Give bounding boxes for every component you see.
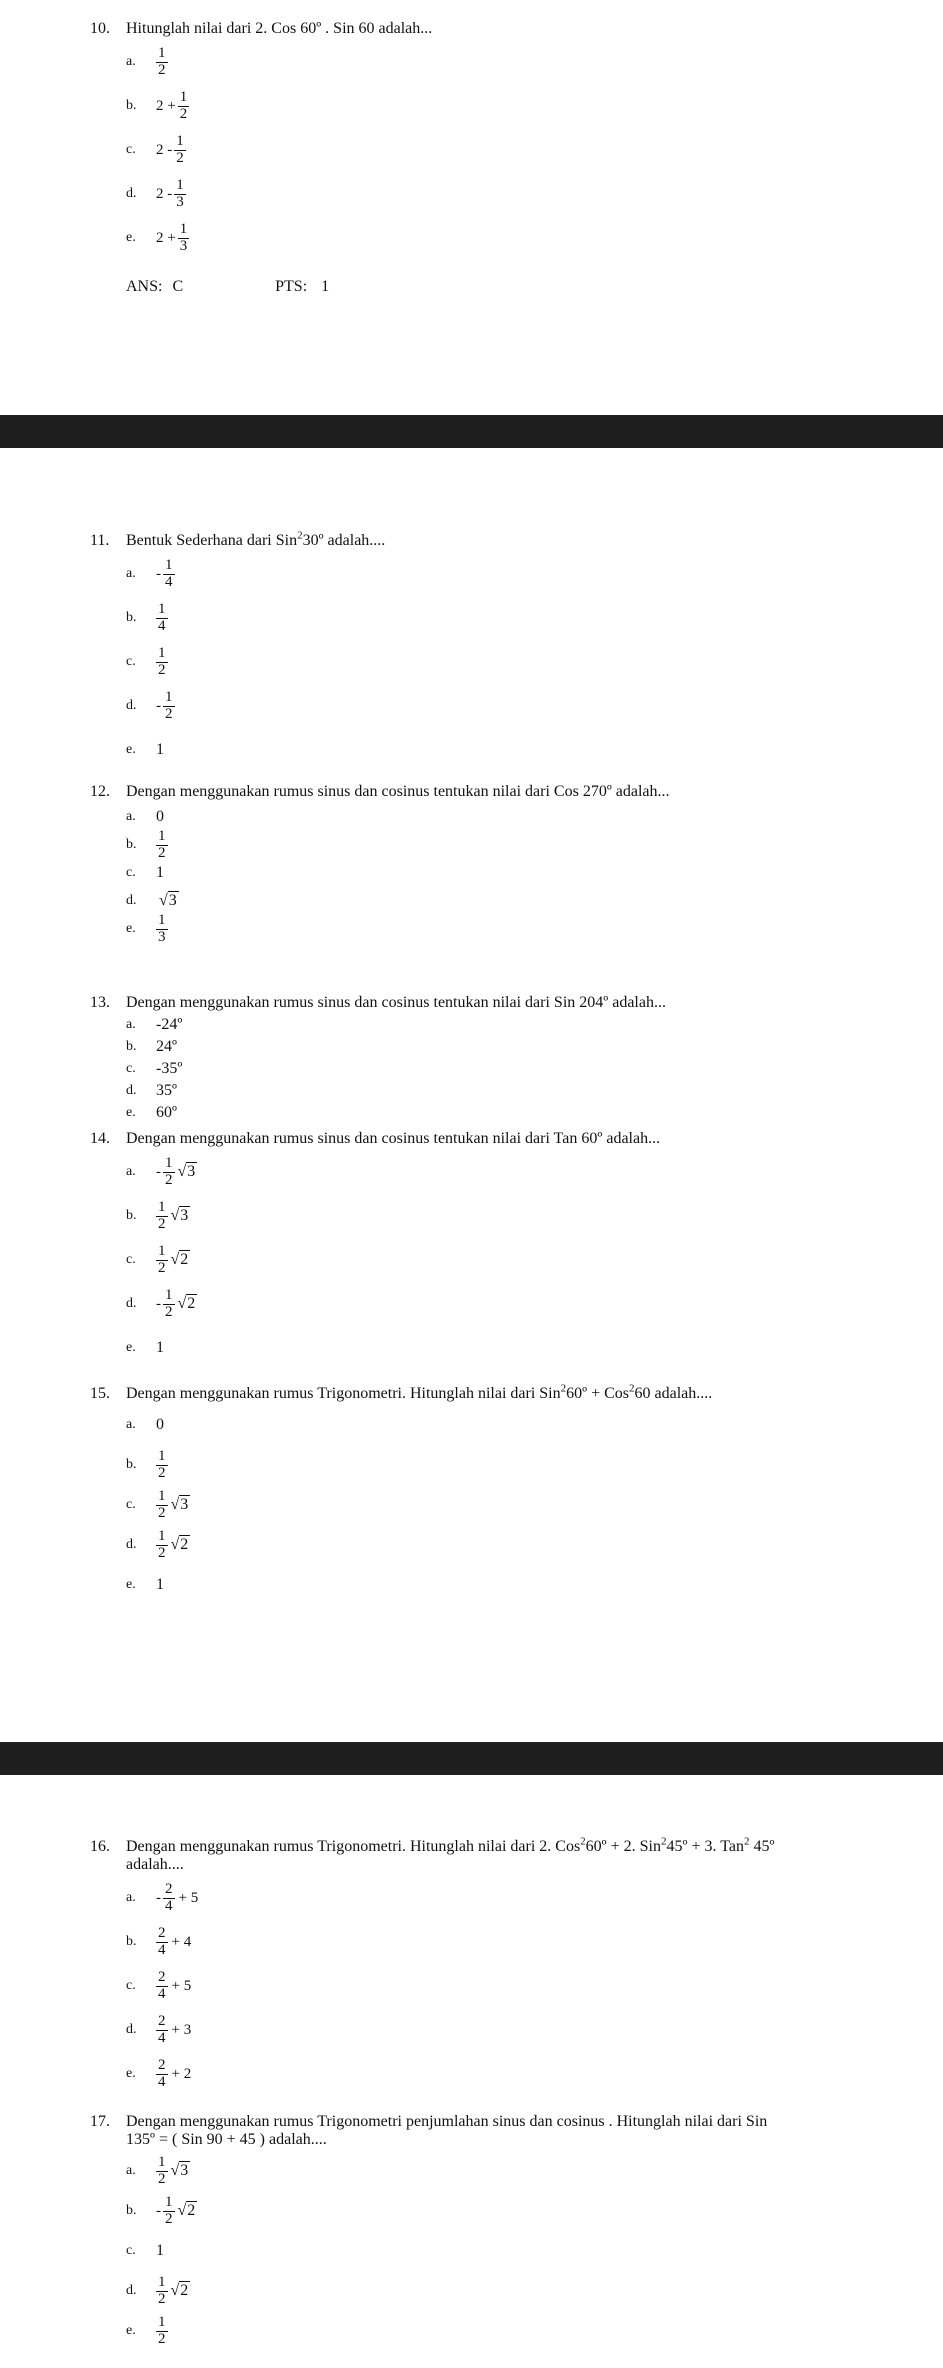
answer-option — [126, 1282, 903, 1326]
sqrt-symbol-icon: √ — [170, 2162, 180, 2179]
answer-option — [126, 1238, 903, 1282]
answer-option — [126, 1876, 903, 1920]
fraction — [156, 2058, 168, 2091]
fraction-numerator: 1 — [165, 1286, 173, 1303]
option-label: d. — [126, 1537, 137, 1553]
option-label: e. — [126, 1340, 136, 1355]
option-label: c. — [126, 142, 136, 157]
ans-value: C — [172, 278, 184, 295]
option-label: c. — [126, 1497, 136, 1513]
question-text: Dengan menggunakan rumus Trigonometri penjumlahan sinus dan cosinus . Hitunglah nilai dari Sin — [126, 2113, 768, 2130]
option-label: c. — [126, 654, 136, 670]
question-number: 13. — [90, 994, 110, 1011]
option-label: b. — [126, 98, 137, 113]
fraction-denominator: 2 — [158, 844, 166, 861]
answer-option — [126, 552, 903, 596]
option-label: e. — [126, 742, 136, 758]
fraction-denominator: 2 — [158, 2290, 166, 2307]
option-label: a. — [126, 809, 136, 824]
fraction-numerator: 1 — [165, 2193, 173, 2210]
radicand: 2 — [187, 2202, 196, 2219]
option-label: a. — [126, 566, 136, 582]
fraction-numerator: 1 — [158, 1528, 166, 1545]
options-list — [126, 2151, 903, 2351]
option-label: b. — [126, 610, 137, 626]
question-number: 17. — [90, 2113, 110, 2130]
option-prefix: 2 - — [156, 141, 173, 158]
question-text-part: 60 adalah.... — [634, 1385, 713, 1403]
sqrt-symbol-icon: √ — [170, 1251, 180, 1268]
fraction-denominator: 2 — [158, 1504, 166, 1521]
fraction — [163, 1882, 175, 1915]
radicand: 3 — [168, 892, 177, 909]
answer-option — [126, 1102, 903, 1124]
option-label: e. — [126, 230, 136, 245]
options-list — [126, 552, 903, 772]
question-17 — [90, 2113, 903, 2351]
answer-option — [126, 1150, 903, 1194]
answer-option — [126, 2052, 903, 2096]
sqrt-symbol-icon: √ — [170, 2282, 180, 2299]
question-text-part: Dengan menggunakan rumus Trigonometri. Hitunglah nilai dari 2. Cos — [126, 1838, 581, 1856]
options-list — [126, 1150, 903, 1370]
option-text: -35º — [156, 1060, 183, 1077]
fraction-numerator: 1 — [179, 88, 188, 105]
option-prefix: - — [156, 565, 161, 582]
question-10 — [90, 20, 903, 260]
answer-option — [126, 1920, 903, 1964]
fraction-numerator: 2 — [158, 1925, 166, 1942]
option-prefix: 2 + — [156, 97, 176, 114]
answer-option — [126, 859, 903, 887]
option-prefix: - — [156, 2202, 161, 2219]
fraction — [163, 1288, 175, 1321]
option-label: b. — [126, 2203, 137, 2218]
option-label: d. — [126, 2283, 137, 2298]
option-label: a. — [126, 54, 136, 69]
option-label: c. — [126, 1252, 136, 1267]
fraction-denominator: 2 — [158, 1215, 166, 1232]
options-list — [126, 1405, 903, 1605]
answer-option — [126, 216, 903, 260]
answer-option — [126, 1964, 903, 2008]
question-text — [126, 532, 385, 549]
fraction-numerator: 2 — [158, 1969, 166, 1986]
question-text-line2: 135º = ( Sin 90 + 45 ) adalah.... — [126, 2131, 327, 2148]
question-text: Dengan menggunakan rumus sinus dan cosinus tentukan nilai dari Sin 204º adalah... — [126, 994, 666, 1011]
superscript: 2 — [560, 1383, 567, 1395]
answer-option — [126, 2008, 903, 2052]
option-prefix: - — [156, 697, 161, 714]
fraction-numerator: 1 — [165, 1154, 173, 1171]
fraction-numerator: 1 — [165, 689, 173, 706]
fraction-denominator: 4 — [165, 573, 173, 590]
fraction-numerator: 1 — [158, 1242, 166, 1259]
option-text: -24º — [156, 1016, 183, 1033]
square-root — [178, 1163, 198, 1181]
answer-option — [126, 2151, 903, 2191]
fraction-denominator: 3 — [158, 928, 166, 945]
fraction — [156, 1529, 168, 1562]
fraction — [156, 646, 168, 679]
fraction-numerator: 1 — [158, 1488, 166, 1505]
question-text-part: Dengan menggunakan rumus Trigonometri. Hitunglah nilai dari Sin — [126, 1385, 561, 1403]
sqrt-symbol-icon: √ — [170, 1536, 180, 1554]
option-prefix: - — [156, 1163, 161, 1180]
sqrt-symbol-icon: √ — [159, 892, 168, 909]
page-separator — [0, 1742, 943, 1775]
option-label: b. — [126, 1457, 137, 1473]
answer-option — [126, 728, 903, 772]
option-prefix: 2 - — [156, 185, 173, 202]
fraction — [156, 1244, 168, 1277]
superscript: 2 — [629, 1383, 635, 1395]
fraction-denominator: 2 — [179, 105, 188, 122]
fraction — [163, 558, 175, 591]
fraction-numerator: 1 — [158, 1198, 166, 1215]
question-16 — [90, 1836, 903, 2096]
fraction-numerator: 1 — [176, 132, 184, 149]
fraction-denominator: 2 — [176, 149, 184, 166]
answer-key — [126, 278, 329, 296]
option-text: 35º — [156, 1082, 177, 1099]
option-label: b. — [126, 1208, 137, 1223]
option-label: d. — [126, 1296, 137, 1311]
fraction-numerator: 1 — [158, 827, 166, 844]
question-number: 16. — [90, 1838, 110, 1856]
fraction-numerator: 1 — [158, 2273, 166, 2290]
fraction-numerator: 1 — [158, 2313, 166, 2330]
fraction-denominator: 4 — [158, 1941, 166, 1958]
option-label: d. — [126, 893, 137, 908]
option-label: e. — [126, 1105, 136, 1120]
option-label: e. — [126, 1577, 136, 1593]
option-label: a. — [126, 1164, 136, 1179]
answer-option — [126, 1036, 903, 1058]
answer-option — [126, 596, 903, 640]
answer-option — [126, 887, 903, 915]
question-number: 11. — [90, 532, 110, 550]
option-text: 1 — [156, 2242, 164, 2259]
fraction — [156, 1449, 168, 1482]
answer-option — [126, 1525, 903, 1565]
answer-option — [126, 2271, 903, 2311]
square-root — [178, 1295, 198, 1313]
option-text: 24º — [156, 1038, 177, 1055]
answer-option — [126, 684, 903, 728]
question-11 — [90, 530, 903, 772]
option-label: a. — [126, 1890, 136, 1906]
fraction-numerator: 2 — [158, 2013, 166, 2030]
fraction — [163, 2195, 175, 2228]
option-label: c. — [126, 2243, 136, 2258]
fraction-numerator: 1 — [158, 601, 166, 618]
fraction-denominator: 2 — [158, 661, 166, 678]
square-root — [171, 1536, 191, 1554]
sqrt-symbol-icon: √ — [177, 1295, 187, 1312]
answer-option — [126, 2191, 903, 2231]
option-text: 1 — [156, 864, 164, 881]
answer-option — [126, 803, 903, 831]
option-label: b. — [126, 1039, 137, 1054]
fraction — [163, 690, 175, 723]
pts-value: 1 — [321, 278, 330, 295]
pts-label: PTS: — [275, 278, 308, 295]
question-text-part: 45º + 3. Tan — [666, 1838, 744, 1856]
option-label: e. — [126, 2066, 136, 2082]
option-label: d. — [126, 1083, 137, 1098]
question-text-part: 30º adalah.... — [302, 532, 386, 550]
fraction — [156, 2014, 168, 2047]
option-suffix: + 5 — [178, 1889, 199, 1906]
fraction-denominator: 2 — [158, 2330, 166, 2347]
radicand: 2 — [180, 1251, 189, 1268]
fraction — [156, 2275, 168, 2308]
fraction — [174, 178, 186, 211]
superscript: 2 — [743, 1836, 750, 1848]
question-text-part: Bentuk Sederhana dari Sin — [126, 532, 298, 550]
answer-option — [126, 1445, 903, 1485]
answer-option — [126, 172, 903, 216]
fraction — [156, 46, 168, 79]
option-label: d. — [126, 186, 137, 201]
square-root — [159, 892, 179, 910]
fraction-denominator: 4 — [158, 2073, 166, 2090]
radicand: 3 — [180, 1496, 189, 1514]
fraction-denominator: 2 — [165, 1171, 173, 1188]
square-root — [171, 1207, 191, 1225]
fraction-numerator: 1 — [176, 176, 184, 193]
fraction-denominator: 3 — [176, 193, 184, 210]
sqrt-symbol-icon: √ — [170, 1207, 180, 1224]
option-label: e. — [126, 921, 136, 936]
sqrt-symbol-icon: √ — [177, 2202, 187, 2219]
answer-option — [126, 128, 903, 172]
radicand: 3 — [187, 1163, 196, 1180]
question-15 — [90, 1383, 903, 1605]
fraction — [163, 1156, 175, 1189]
answer-option — [126, 1405, 903, 1445]
question-text-part: 60º + 2. Sin — [585, 1838, 661, 1856]
fraction-denominator: 2 — [158, 1259, 166, 1276]
answer-option — [126, 1058, 903, 1080]
question-text: Dengan menggunakan rumus sinus dan cosinus tentukan nilai dari Tan 60º adalah... — [126, 1130, 661, 1147]
fraction — [178, 222, 190, 255]
option-label: a. — [126, 1417, 136, 1433]
radicand: 2 — [180, 2282, 189, 2299]
answer-option — [126, 1326, 903, 1370]
option-text: 1 — [156, 1576, 164, 1594]
fraction-numerator: 1 — [179, 220, 188, 237]
answer-option — [126, 1080, 903, 1102]
option-label: a. — [126, 1017, 136, 1032]
answer-option — [126, 640, 903, 684]
fraction — [156, 602, 168, 635]
square-root — [171, 1251, 191, 1269]
fraction-numerator: 1 — [165, 557, 173, 574]
question-14 — [90, 1130, 903, 1370]
question-text — [126, 1385, 712, 1402]
square-root — [178, 2202, 198, 2220]
fraction-denominator: 3 — [179, 237, 188, 254]
option-text: 0 — [156, 808, 164, 825]
option-text: 1 — [156, 741, 164, 759]
sqrt-symbol-icon: √ — [177, 1163, 187, 1180]
superscript: 2 — [297, 530, 303, 542]
option-label: b. — [126, 837, 137, 852]
options-list — [126, 40, 903, 260]
superscript: 2 — [661, 1836, 667, 1848]
fraction — [156, 1489, 168, 1522]
option-label: c. — [126, 1061, 136, 1076]
fraction-numerator: 1 — [158, 645, 166, 662]
question-number: 12. — [90, 783, 110, 800]
fraction — [156, 1926, 168, 1959]
fraction-denominator: 2 — [165, 1303, 173, 1320]
fraction-denominator: 2 — [158, 1544, 166, 1561]
option-label: d. — [126, 698, 137, 714]
page-separator — [0, 415, 943, 448]
fraction-denominator: 4 — [158, 2029, 166, 2046]
option-text: 0 — [156, 1416, 164, 1434]
fraction — [178, 90, 190, 123]
fraction-denominator: 2 — [165, 705, 173, 722]
answer-option — [126, 1485, 903, 1525]
option-suffix: + 4 — [171, 1933, 192, 1950]
question-12 — [90, 783, 903, 943]
square-root — [171, 1496, 191, 1514]
options-list — [126, 1876, 903, 2096]
option-prefix: - — [156, 1295, 161, 1312]
question-number: 14. — [90, 1130, 110, 1147]
options-list — [126, 803, 903, 943]
ans-label: ANS: — [126, 278, 163, 295]
answer-option — [126, 2311, 903, 2351]
radicand: 2 — [180, 1536, 189, 1554]
option-label: c. — [126, 865, 136, 880]
question-text: Dengan menggunakan rumus sinus dan cosinus tentukan nilai dari Cos 270º adalah... — [126, 783, 670, 800]
superscript: 2 — [580, 1836, 586, 1848]
question-text — [126, 1838, 774, 1855]
question-13 — [90, 994, 903, 1124]
option-label: c. — [126, 1978, 136, 1994]
question-number: 10. — [90, 20, 110, 37]
question-text-part: 45º — [749, 1838, 775, 1856]
fraction — [156, 2155, 168, 2188]
answer-option — [126, 1194, 903, 1238]
fraction — [174, 134, 186, 167]
fraction-denominator: 2 — [158, 2170, 166, 2187]
sqrt-symbol-icon: √ — [170, 1496, 180, 1514]
answer-option — [126, 2231, 903, 2271]
question-text: Hitunglah nilai dari 2. Cos 60º . Sin 60 adalah... — [126, 20, 433, 37]
fraction — [156, 1200, 168, 1233]
answer-option — [126, 911, 903, 945]
option-text: 60º — [156, 1104, 177, 1121]
fraction-numerator: 1 — [158, 44, 166, 61]
option-text: 1 — [156, 1339, 164, 1356]
answer-option — [126, 40, 903, 84]
fraction-denominator: 2 — [165, 2210, 173, 2227]
fraction-numerator: 1 — [158, 1448, 166, 1465]
option-suffix: + 2 — [171, 2065, 192, 2082]
square-root — [171, 2162, 191, 2180]
fraction-numerator: 1 — [158, 911, 166, 928]
option-label: d. — [126, 2022, 137, 2038]
question-number: 15. — [90, 1385, 110, 1403]
option-prefix: - — [156, 1889, 161, 1906]
fraction-denominator: 4 — [158, 1985, 166, 2002]
fraction-numerator: 1 — [158, 2153, 166, 2170]
option-label: e. — [126, 2323, 136, 2338]
option-suffix: + 5 — [171, 1977, 192, 1994]
fraction — [156, 829, 168, 862]
option-label: b. — [126, 1934, 137, 1950]
fraction-numerator: 2 — [158, 2057, 166, 2074]
radicand: 3 — [180, 1207, 189, 1224]
fraction-denominator: 4 — [165, 1897, 173, 1914]
square-root — [171, 2282, 191, 2300]
options-list — [126, 1014, 903, 1124]
answer-option — [126, 827, 903, 861]
answer-option — [126, 1565, 903, 1605]
answer-option — [126, 1014, 903, 1036]
radicand: 3 — [180, 2162, 189, 2179]
radicand: 2 — [187, 1295, 196, 1312]
fraction — [156, 1970, 168, 2003]
option-prefix: 2 + — [156, 229, 176, 246]
fraction — [156, 913, 168, 946]
fraction-numerator: 2 — [165, 1881, 173, 1898]
option-label: a. — [126, 2163, 136, 2178]
fraction-denominator: 4 — [158, 617, 166, 634]
fraction-denominator: 2 — [158, 61, 166, 78]
answer-option — [126, 84, 903, 128]
option-suffix: + 3 — [171, 2021, 192, 2038]
question-text-part: 60º + Cos — [566, 1385, 630, 1403]
fraction-denominator: 2 — [158, 1464, 166, 1481]
fraction — [156, 2315, 168, 2348]
question-text-line2: adalah.... — [126, 1856, 184, 1874]
